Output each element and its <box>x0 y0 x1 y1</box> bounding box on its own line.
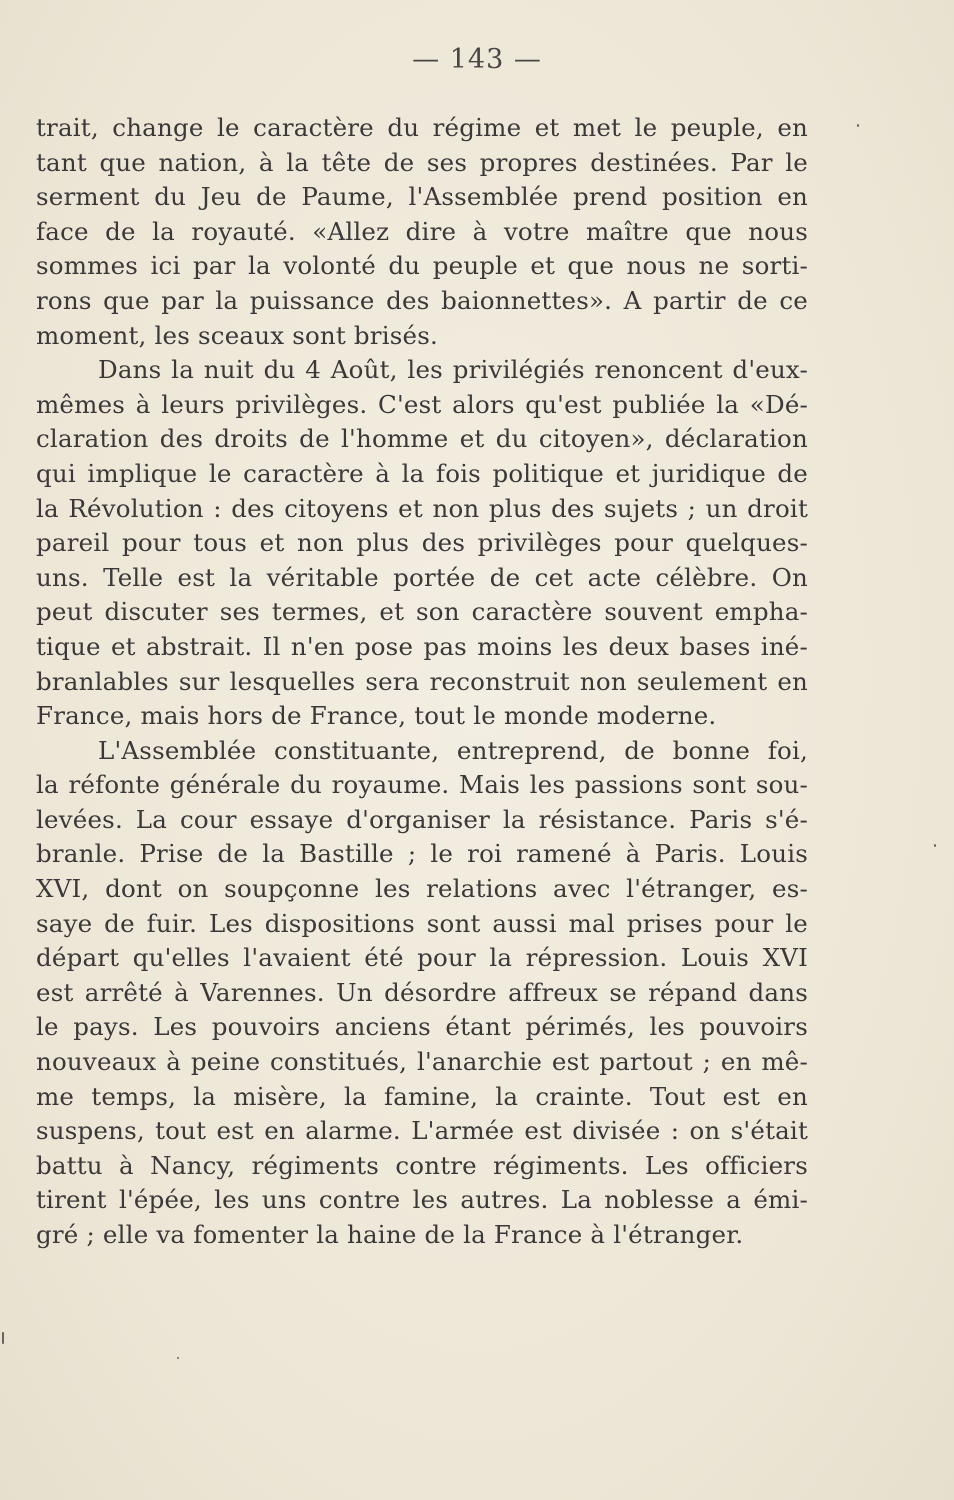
page-number: — 143 — <box>412 44 542 75</box>
paragraph-3 <box>36 734 808 1253</box>
text-line: Dans la nuit du 4 Août, les privilégiés renoncent d'eux- <box>98 355 808 385</box>
paper-speck <box>177 1357 179 1359</box>
text-line: nouveaux à peine constitués, l'anarchie est partout ; en mê- <box>36 1047 808 1077</box>
text-line: trait, change le caractère du régime et met le peuple, en <box>36 113 808 142</box>
text-line: claration des droits de l'homme et du citoyen», déclaration <box>36 424 808 454</box>
text-line: peut discuter ses termes, et son caractère souvent empha- <box>36 597 808 627</box>
text-line: serment du Jeu de Paume, l'Assemblée prend position en <box>36 182 808 212</box>
text-line: tant que nation, à la tête de ses propres destinées. Par le <box>36 147 808 177</box>
text-line: sommes ici par la volonté du peuple et que nous ne sorti- <box>36 251 808 281</box>
text-line: branlables sur lesquelles sera reconstruit non seulement en <box>36 666 808 696</box>
text-line: la réfonte générale du royaume. Mais les passions sont sou- <box>36 770 808 800</box>
text-line: branle. Prise de la Bastille ; le roi ramené à Paris. Louis <box>36 839 808 869</box>
text-line: L'Assemblée constituante, entreprend, de bonne foi, <box>98 735 808 765</box>
text-line: pareil pour tous et non plus des privilèges pour quelques- <box>36 528 808 558</box>
text-line: qui implique le caractère à la fois politique et juridique de <box>36 458 808 488</box>
text-line: le pays. Les pouvoirs anciens étant périmés, les pouvoirs <box>36 1012 808 1042</box>
text-line: levées. La cour essaye d'organiser la résistance. Paris s'é- <box>36 804 808 834</box>
paper-speck <box>2 1332 4 1344</box>
paragraph-1 <box>36 111 808 353</box>
paper-speck <box>934 844 936 847</box>
text-line: moment, les sceaux sont brisés. <box>36 320 438 350</box>
paper-speck <box>857 124 859 127</box>
text-line: la Révolution : des citoyens et non plus des sujets ; un droit <box>36 493 808 523</box>
text-line: tique et abstrait. Il n'en pose pas moins les deux bases iné- <box>36 631 808 661</box>
text-line: face de la royauté. «Allez dire à votre maître que nous <box>36 216 808 246</box>
text-line: rons que par la puissance des baionnettes». A partir de ce <box>36 285 808 315</box>
paragraph-2 <box>36 353 808 734</box>
text-line: départ qu'elles l'avaient été pour la répression. Louis XVI <box>36 943 808 973</box>
text-line: uns. Telle est la véritable portée de cet acte célèbre. On <box>36 562 808 592</box>
text-line: saye de fuir. Les dispositions sont aussi mal prises pour le <box>36 908 808 938</box>
text-line: XVI, dont on soupçonne les relations avec l'étranger, es- <box>36 874 808 904</box>
text-line: mêmes à leurs privilèges. C'est alors qu'est publiée la «Dé- <box>36 389 808 419</box>
text-line: suspens, tout est en alarme. L'armée est divisée : on s'était <box>36 1116 808 1146</box>
text-line: me temps, la misère, la famine, la crainte. Tout est en <box>36 1081 808 1111</box>
text-line: est arrêté à Varennes. Un désordre affreux se répand dans <box>36 977 808 1007</box>
text-line: tirent l'épée, les uns contre les autres. La noblesse a émi- <box>36 1185 808 1215</box>
text-line: France, mais hors de France, tout le monde moderne. <box>36 701 717 731</box>
text-line: battu à Nancy, régiments contre régiments. Les officiers <box>36 1150 808 1180</box>
text-line: gré ; elle va fomenter la haine de la France à l'étranger. <box>36 1220 744 1249</box>
body-text <box>36 111 808 1253</box>
